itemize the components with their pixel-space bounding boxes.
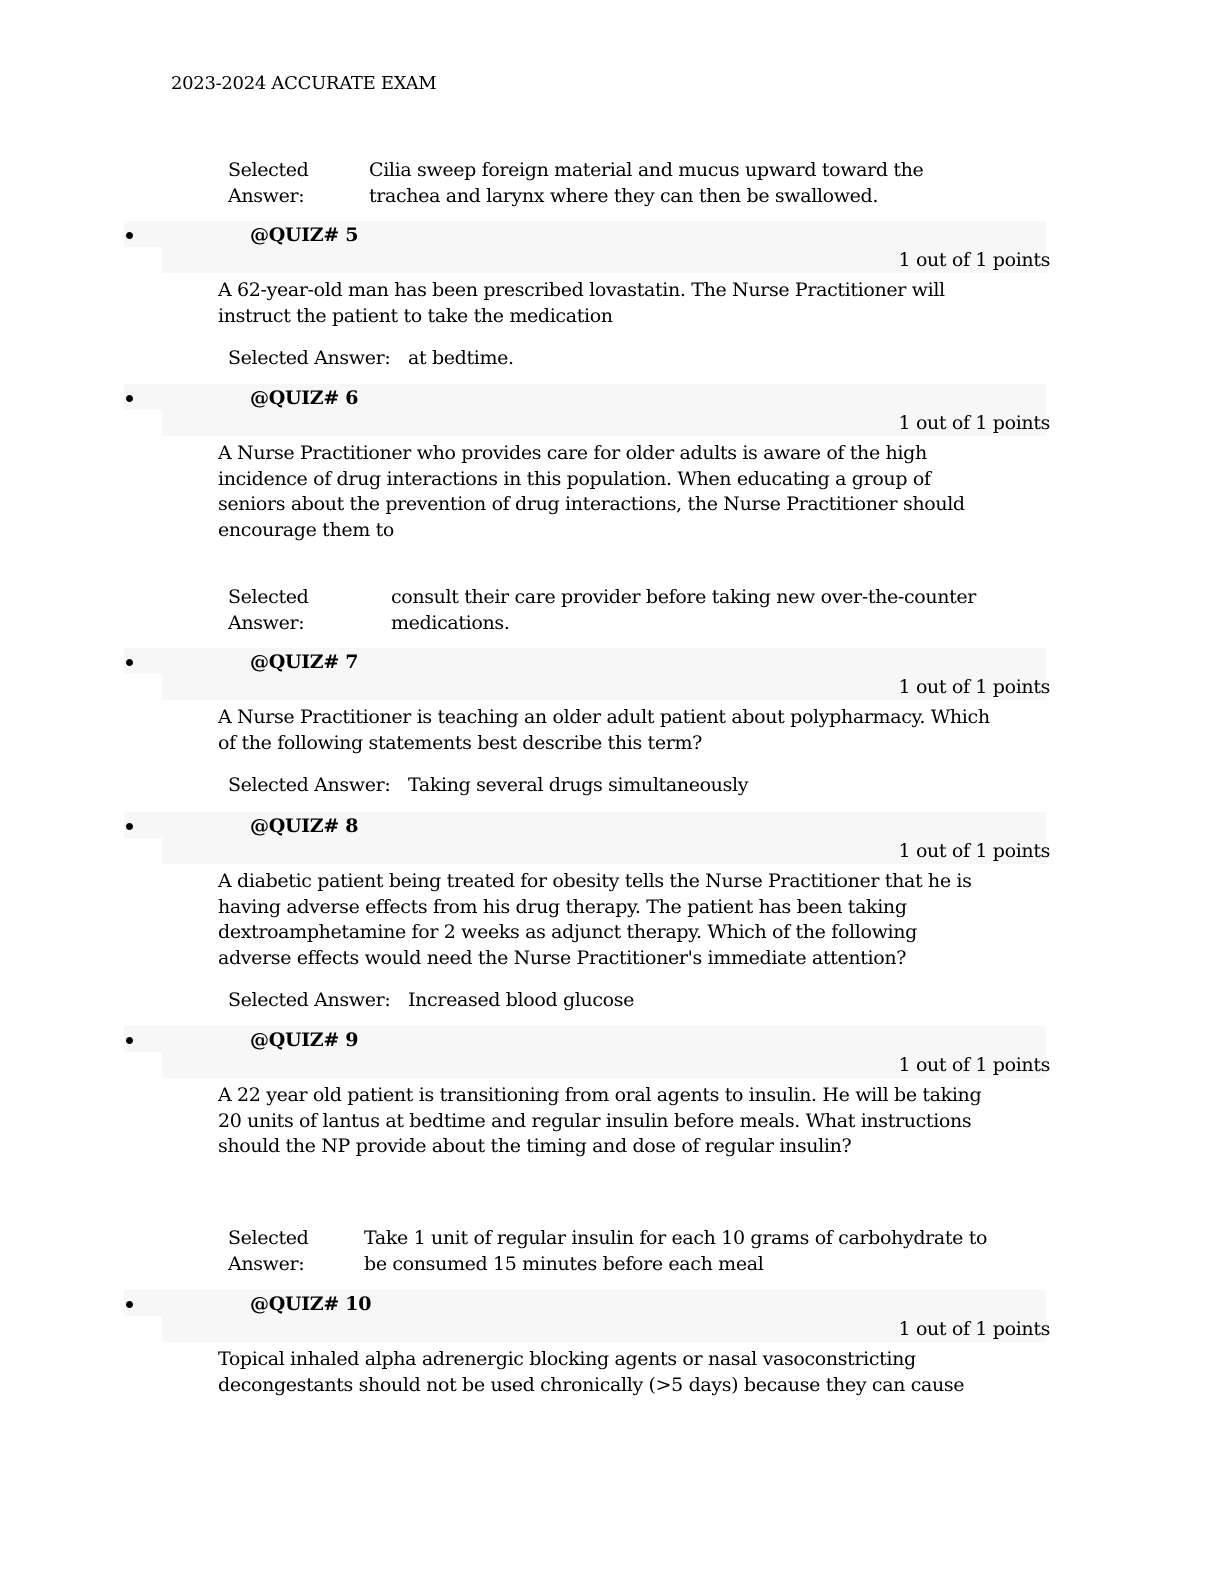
selected-answer-label: Selected Answer: [228,774,391,796]
quiz-points: 1 out of 1 points [898,1054,1050,1076]
quiz-points: 1 out of 1 points [898,412,1050,434]
bullet-icon [126,1301,133,1308]
selected-answer-label: Selected Answer: [228,347,391,369]
quiz-points: 1 out of 1 points [898,676,1050,698]
quiz-title: @QUIZ# 6 [250,387,359,409]
quiz-title: @QUIZ# 9 [250,1029,359,1051]
selected-answer-text: Increased blood glucose [408,989,635,1011]
bullet-icon [126,659,133,666]
question-text: A 62-year-old man has been prescribed lovastatin. The Nurse Practitioner will instruct the patient to take the medication [218,279,945,327]
question-text: Topical inhaled alpha adrenergic blocking agents or nasal vasoconstricting decongestants should not be used chronically (>5 days) because they can cause [218,1348,965,1396]
selected-answer-label: Selected Answer: [228,1227,309,1275]
selected-answer-text: at bedtime. [408,347,514,369]
bullet-icon [126,1037,133,1044]
quiz-title: @QUIZ# 8 [250,815,359,837]
quiz-title: @QUIZ# 7 [250,651,359,673]
quiz-title: @QUIZ# 10 [250,1293,372,1315]
question-text: A diabetic patient being treated for obesity tells the Nurse Practitioner that he is having adverse effects from his drug therapy. The patient has been taking dextroamphetamine for 2 weeks as adjunct therapy. Which of the following adverse effects would need the Nurse Practitioner's immediate attention? [218,870,972,969]
question-text: A Nurse Practitioner is teaching an older adult patient about polypharmacy. Which of the following statements best describe this term? [218,706,990,754]
selected-answer-text: consult their care provider before taking new over-the-counter medications. [391,586,977,634]
quiz-points: 1 out of 1 points [898,840,1050,862]
bullet-icon [126,395,133,402]
selected-answer-text: Take 1 unit of regular insulin for each 10 grams of carbohydrate to be consumed 15 minutes before each meal [364,1227,988,1275]
quiz-title: @QUIZ# 5 [250,224,359,246]
selected-answer-label: Selected Answer: [228,159,309,207]
quiz-points: 1 out of 1 points [898,249,1050,271]
selected-answer-label: Selected Answer: [228,989,391,1011]
quiz-points: 1 out of 1 points [898,1318,1050,1340]
selected-answer-text: Cilia sweep foreign material and mucus upward toward the trachea and larynx where they can then be swallowed. [369,159,924,207]
bullet-icon [126,823,133,830]
question-text: A Nurse Practitioner who provides care for older adults is aware of the high incidence of drug interactions in this population. When educating a group of seniors about the prevention of drug interactions, the Nurse Practitioner should encourage them to [218,442,965,541]
selected-answer-text: Taking several drugs simultaneously [408,774,749,796]
selected-answer-label: Selected Answer: [228,586,309,634]
bullet-icon [126,232,133,239]
page-header: 2023-2024 ACCURATE EXAM [171,73,437,94]
question-text: A 22 year old patient is transitioning from oral agents to insulin. He will be taking 20 units of lantus at bedtime and regular insulin before meals. What instructions should the NP provide about the timing and dose of regular insulin? [218,1084,982,1157]
